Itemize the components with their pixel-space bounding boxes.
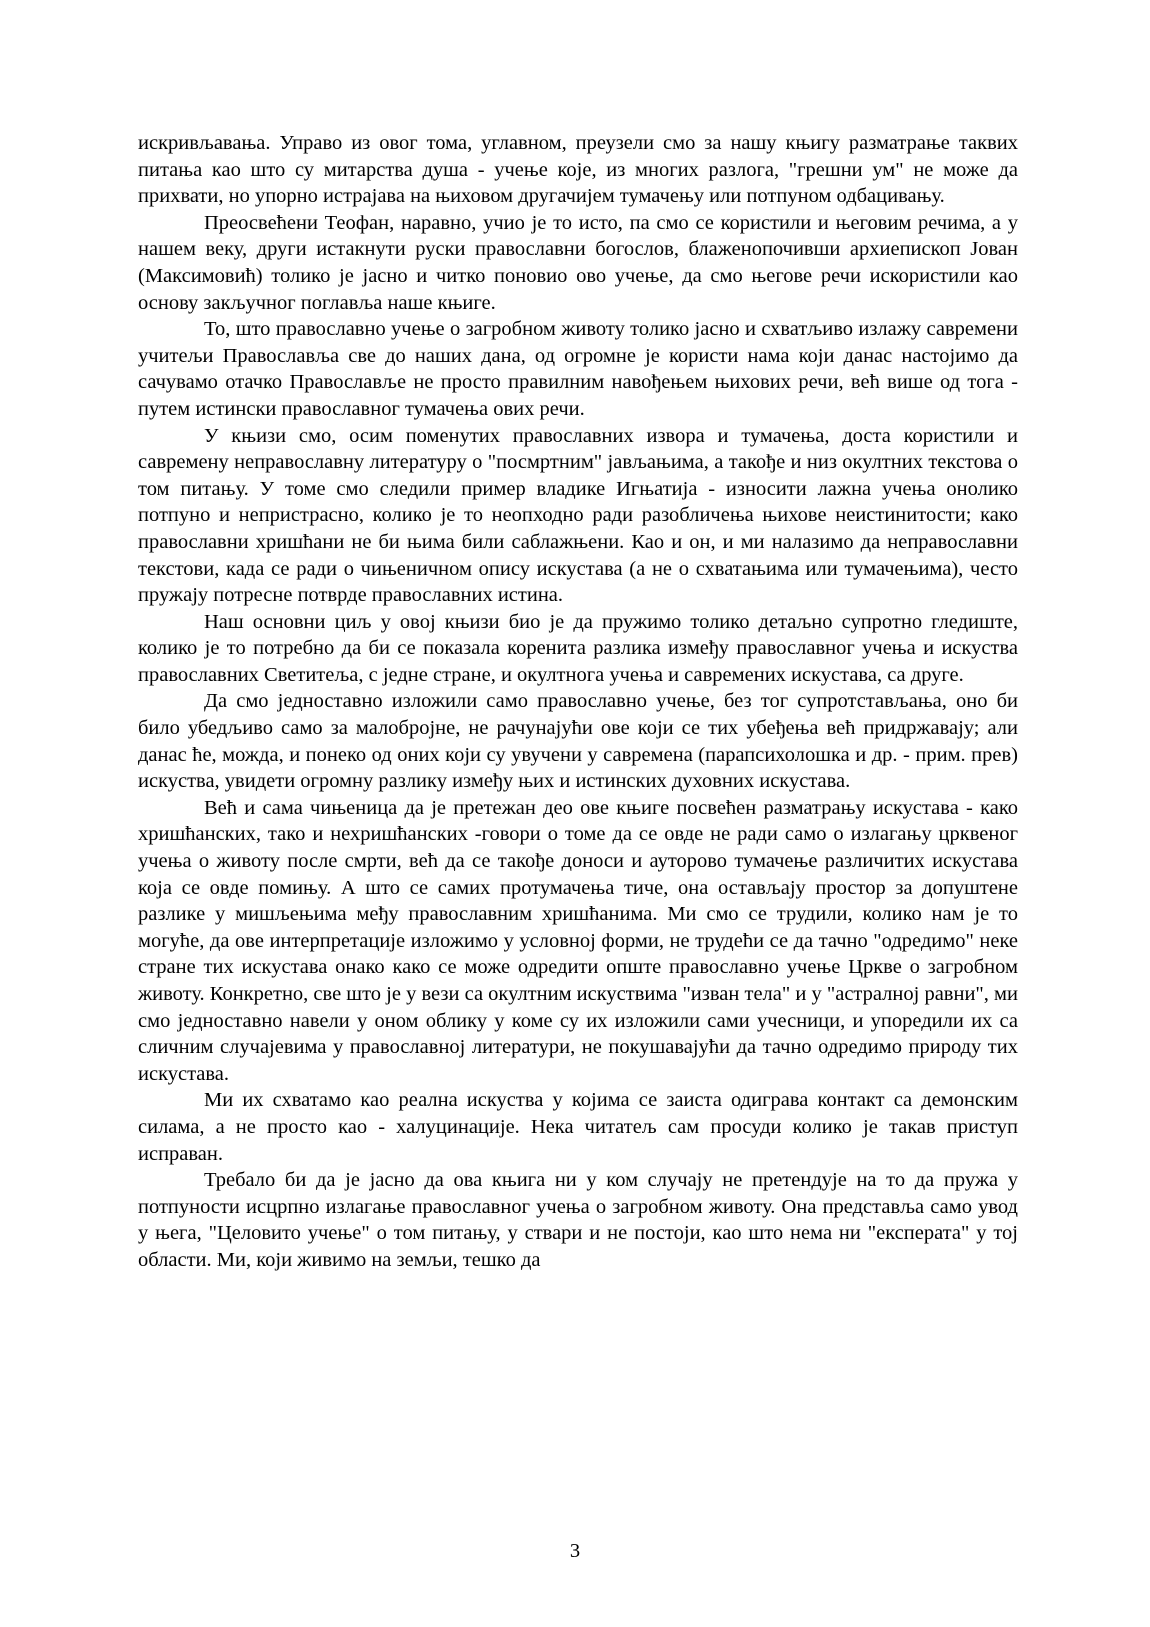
paragraph-5: Наш основни циљ у овој књизи био је да пружимо толико детаљно супротно гледиште, колико је то потребно да би се показала коренита разлика између православног учења и искуства православних Светитеља, с једне стране, и окултнога учења и савремених искустава, са друге. (138, 610, 1018, 686)
paragraph-7: Већ и сама чињеница да је претежан део ове књиге посвећен разматрању искустава - како хришћанских, тако и нехришћанских -говори о томе да се овде не ради само о излагању црквеног учења о животу после смрти, већ да се такође доноси и ауторово тумачење различитих искустава која се овде помињу. А што се самих протумачења тиче, она остављају простор за допуштене разлике у мишљењима међу православним хришћанима. Ми смо се трудили, колико нам је то могуће, да ове интерпретације изложимо у условној форми, не трудећи се да тачно "одредимо" неке стране тих искустава онако како се може одредити опште православно учење Цркве о загробном животу. Конкретно, све што је у вези са окултним искуствима "изван тела" и у "астралној равни", ми смо једноставно навели у оном облику у коме су их изложили сами учесници, и упоредили их са сличним случајевима у православној литератури, не покушавајући да тачно одредимо природу тих искустава. (138, 796, 1018, 1085)
paragraph-2: Преосвећени Теофан, наравно, учио је то исто, па смо се користили и његовим речима, а у нашем веку, други истакнути руски православни богослов, блаженопочивши архиепископ Јован (Максимовић) толико је јасно и читко поновио ово учење, да смо његове речи искористили као основу закључног поглавља наше књиге. (138, 211, 1018, 314)
paragraph-8: Ми их схватамо као реална искуства у којима се заиста одиграва контакт са демонским силама, а не просто као - халуцинације. Нека читатељ сам просуди колико је такав приступ исправан. (138, 1089, 1018, 1165)
paragraph-6: Да смо једноставно изложили само православно учење, без тог супротстављања, оно би било убедљиво само за малобројне, не рачунајући ове који се тих убеђења већ придржавају; али данас ће, можда, и понеко од оних који су увучени у савремена (парапсихолошка и др. - прим. прев) искуства, увидети огромну разлику између њих и истинских духовних искустава. (138, 690, 1018, 793)
paragraph-4: У књизи смо, осим поменутих православних извора и тумачења, доста користили и савремену неправославну литературу о "посмртним" јављањима, а такође и низ окултних текстова о том питању. У томе смо следили пример владике Игњатија - износити лажна учења онолико потпуно и непристрасно, колико је то неопходно ради разобличења њихове неистинитости; како православни хришћани не би њима били саблажњени. Као и он, и ми налазимо да неправославни текстови, када се ради о чињеничном опису искустава (а не о схватањима или тумачењима), често пружају потресне потврде православних истина. (138, 424, 1018, 607)
page-body (138, 130, 1018, 1274)
page-number: 3 (569, 1540, 581, 1562)
paragraph-3: То, што православно учење о загробном животу толико јасно и схватљиво излажу савремени учитељи Православља све до наших дана, од огромне је користи нама који данас настојимо да сачувамо отачко Православље не просто правилним навођењем њихових речи, већ више од тога - путем истински православног тумачења ових речи. (138, 318, 1018, 420)
paragraph-9: Требало би да је јасно да ова књига ни у ком случају не претендује на то да пружа у потпуности исцрпно излагање православног учења о загробном животу. Она представља само увод у њега, "Целовито учење" о том питању, у ствари и не постоји, као што нема ни "експерата" у тој области. Ми, који живимо на земљи, тешко да (138, 1169, 1018, 1271)
paragraph-1: искривљавања. Управо из овог тома, углавном, преузели смо за нашу књигу разматрање таквих питања као што су митарства душа - учење које, из многих разлога, "грешни ум" не може да прихвати, но упорно истрајава на њиховом другачијем тумачењу или потпуном одбацивању. (138, 132, 1018, 208)
